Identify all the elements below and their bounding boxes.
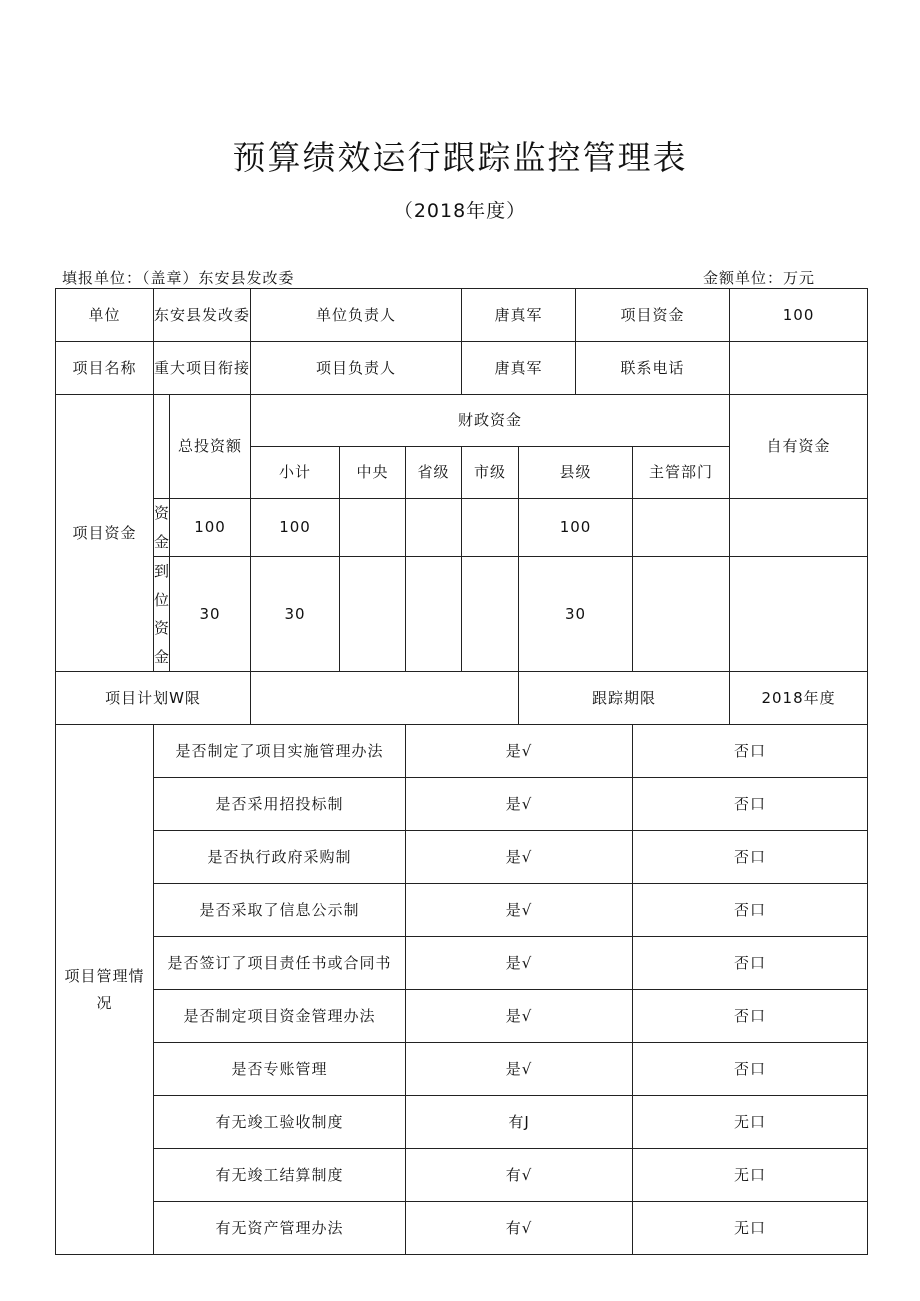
own-funds-label: 自有资金 [730, 395, 868, 499]
funds-province [406, 557, 462, 672]
info-row-2 [56, 342, 868, 395]
unit-label: 单位 [56, 289, 154, 342]
mgmt-no: 否口 [633, 937, 868, 990]
funds-row-label: 资金 [154, 499, 170, 557]
mgmt-no: 无口 [633, 1096, 868, 1149]
funds-total: 100 [170, 499, 251, 557]
management-section-label [56, 725, 154, 1255]
mgmt-question: 是否制定了项目实施管理办法 [154, 725, 406, 778]
mgmt-question: 有无竣工验收制度 [154, 1096, 406, 1149]
city-header: 市级 [462, 447, 519, 499]
mgmt-row [56, 778, 868, 831]
funds-city [462, 499, 519, 557]
funds-own [730, 499, 868, 557]
mgmt-row [56, 990, 868, 1043]
mgmt-row [56, 1202, 868, 1255]
mgmt-question: 是否制定项目资金管理办法 [154, 990, 406, 1043]
mgmt-yes: 有J [406, 1096, 633, 1149]
project-fund-value: 100 [730, 289, 868, 342]
mgmt-yes: 是√ [406, 831, 633, 884]
funds-county: 100 [519, 499, 633, 557]
funds-central [340, 557, 406, 672]
tracking-table [55, 288, 868, 1255]
management-label-text: 项目管理情况 [64, 966, 145, 1012]
province-header: 省级 [406, 447, 462, 499]
plan-period-value [251, 672, 519, 725]
county-header: 县级 [519, 447, 633, 499]
funds-section-label: 项目资金 [56, 395, 154, 672]
mgmt-no: 否口 [633, 884, 868, 937]
mgmt-question: 有无资产管理办法 [154, 1202, 406, 1255]
funds-row-budget [56, 499, 868, 557]
mgmt-question: 是否采取了信息公示制 [154, 884, 406, 937]
funds-corner-cell [154, 395, 170, 499]
funds-row-label: 到位资金 [154, 557, 170, 672]
dept-header: 主管部门 [633, 447, 730, 499]
mgmt-yes: 是√ [406, 884, 633, 937]
mgmt-question: 是否采用招投标制 [154, 778, 406, 831]
funds-central [340, 499, 406, 557]
mgmt-no: 否口 [633, 831, 868, 884]
mgmt-question: 有无竣工结算制度 [154, 1149, 406, 1202]
project-name-label: 项目名称 [56, 342, 154, 395]
mgmt-row [56, 1096, 868, 1149]
fiscal-funds-label: 财政资金 [251, 395, 730, 447]
funds-header-row-1 [56, 395, 868, 447]
funds-own [730, 557, 868, 672]
funds-subtotal: 100 [251, 499, 340, 557]
info-row-1 [56, 289, 868, 342]
funds-total: 30 [170, 557, 251, 672]
track-period-value: 2018年度 [730, 672, 868, 725]
mgmt-row [56, 725, 868, 778]
mgmt-no: 否口 [633, 725, 868, 778]
mgmt-question: 是否专账管理 [154, 1043, 406, 1096]
funds-county: 30 [519, 557, 633, 672]
mgmt-question: 是否执行政府采购制 [154, 831, 406, 884]
project-name-value: 重大项目衔接 [154, 342, 251, 395]
mgmt-row [56, 1149, 868, 1202]
mgmt-no: 无口 [633, 1149, 868, 1202]
mgmt-question: 是否签订了项目责任书或合同书 [154, 937, 406, 990]
reporting-unit: 填报单位：（盖章）东安县发改委 [62, 269, 295, 287]
project-head-label: 项目负责人 [251, 342, 462, 395]
mgmt-row [56, 884, 868, 937]
funds-subtotal: 30 [251, 557, 340, 672]
funds-city [462, 557, 519, 672]
track-period-label: 跟踪期限 [519, 672, 730, 725]
mgmt-yes: 是√ [406, 937, 633, 990]
funds-province [406, 499, 462, 557]
page-subtitle: （2018年度） [393, 200, 527, 222]
mgmt-row [56, 937, 868, 990]
subtotal-header: 小计 [251, 447, 340, 499]
mgmt-yes: 是√ [406, 778, 633, 831]
unit-head-value: 唐真军 [462, 289, 576, 342]
mgmt-yes: 是√ [406, 725, 633, 778]
unit-value: 东安县发改委 [154, 289, 251, 342]
mgmt-no: 否口 [633, 990, 868, 1043]
mgmt-no: 否口 [633, 778, 868, 831]
unit-head-label: 单位负责人 [251, 289, 462, 342]
period-row [56, 672, 868, 725]
phone-label: 联系电话 [576, 342, 730, 395]
mgmt-yes: 是√ [406, 990, 633, 1043]
mgmt-yes: 有√ [406, 1202, 633, 1255]
plan-period-label: 项目计划W限 [56, 672, 251, 725]
project-fund-label: 项目资金 [576, 289, 730, 342]
phone-value [730, 342, 868, 395]
mgmt-no: 无口 [633, 1202, 868, 1255]
amount-unit: 金额单位：万元 [703, 269, 816, 287]
mgmt-yes: 有√ [406, 1149, 633, 1202]
funds-dept [633, 499, 730, 557]
total-investment-label: 总投资额 [170, 395, 251, 499]
mgmt-no: 否口 [633, 1043, 868, 1096]
project-head-value: 唐真军 [462, 342, 576, 395]
mgmt-row [56, 1043, 868, 1096]
central-header: 中央 [340, 447, 406, 499]
funds-row-arrived [56, 557, 868, 672]
mgmt-row [56, 831, 868, 884]
page-title: 预算绩效运行跟踪监控管理表 [232, 138, 688, 177]
mgmt-yes: 是√ [406, 1043, 633, 1096]
funds-dept [633, 557, 730, 672]
